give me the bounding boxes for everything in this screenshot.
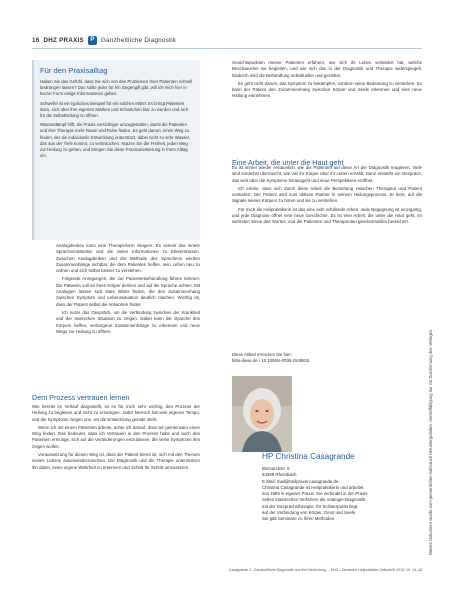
subheading-prozess: Dem Prozess vertrauen lernen	[32, 393, 130, 402]
note-line: Diese Artikel erreichen Sie hier:	[232, 352, 292, 357]
header-divider	[32, 48, 422, 49]
body-paragraph: Es ist immer wieder erstaunlich, wie die Patienten auf diese Art der Diagnostik reagieren. Viele sind zunächst überrascht, wie viel ihr Körper über ihr Leben erzählt. Dann entsteht ein Gespräch, das weit über die Symptome hinausgeht und neue Perspektiven eröffnet.	[232, 165, 422, 183]
praxisalltag-box	[32, 60, 200, 240]
right-column-text	[232, 60, 422, 102]
author-line: auf der Verbindung von Körper, Geist und Seele.	[262, 510, 357, 516]
section-name: DHZ PRAXIS	[43, 36, 84, 44]
note-doi-link[interactable]: bitte-diese.de / 10.1055/s-0035-1549815	[232, 358, 310, 364]
box-paragraph: Haben Sie das Gefühl, dass Sie sich von den Problemen Ihrer Patienten schnell bedrängen lassen? Das sollte jeder für ein Gegengift gibt, will ich mich hier in kurzer Form einige Informationen geben:	[40, 79, 193, 97]
body-paragraph: Ich erlebe, dass sich durch diese Arbeit die Beziehung zwischen Therapeut und Patient verändert. Der Patient wird zum aktiven Partner in seinem Heilungsprozess. Er lernt, auf die Signale seines Körpers zu hören und sie zu verstehen.	[232, 185, 422, 204]
body-paragraph: Voraussetzung für diesen Weg ist, dass der Patient bereit ist, sich mit den Themen seines Lebens auseinanderzusetzen. Die Diagnostik und die Therapie unterstützen ihn dabei, seine eigene Wahrheit zu erkennen und Schritt für Schritt umzusetzen.	[32, 452, 200, 470]
page-number: 16	[32, 36, 40, 44]
author-photo	[232, 376, 292, 452]
box-paragraph: Schwefel ist ein typisches Beispiel für ein solches Mittel: Es bringt Patienten dazu, sich über ihre eigenen Stärken und Schwächen klar zu werden und sich für die Selbstheilung zu öffnen.	[40, 100, 189, 119]
author-line: neben klassischen Verfahren die Analogie-Diagnostik	[262, 497, 366, 503]
left-column-text-2	[32, 404, 200, 473]
author-email-link[interactable]: E-Mail: mail@heilpraxis-casagrande.de	[262, 478, 339, 484]
author-name: HP Christina Casagrande	[262, 452, 355, 461]
author-line: Bismarckstr. 6	[262, 466, 290, 471]
body-paragraph: Analogdenken kann eine Therapieform steigern. Es vereint das innere Sprachverständnis und die vielen Informationen zu Erkenntnissen. Zwischen Analogdenken und der Methode des Sprechens werden Zusammenhänge sichtbar, die dem Patienten helfen, sein Leben neu zu ordnen und sich selbst besser zu verstehen.	[56, 243, 200, 274]
citation-footer: Casagrande C. Ganzheitliche Diagnostik und ihre Bedeutung ... DHZ – Deutsche Heilpraktiker-Zeitschrift 2015; 10: 14–16	[228, 568, 422, 572]
body-paragraph: Es geht nicht darum, das Symptom zu bekämpfen, sondern seine Bedeutung zu verstehen. So kann der Patient den Zusammenhang zwischen Körper und Seele erkennen und eine neue Haltung einnehmen.	[232, 80, 422, 99]
right-column-text-2	[232, 165, 422, 228]
author-line: 53359 Rheinbach	[262, 472, 297, 478]
online-note	[232, 352, 422, 364]
subheading-arbeit: Eine Arbeit, die unter die Haut geht	[232, 158, 344, 167]
download-notice: Dieses Dokument wurde zum persönlichen Gebrauch heruntergeladen. Vervielfältigung nur mit Zustimmung des Verlages.	[428, 328, 433, 555]
body-paragraph: Für mich als Heilpraktikerin ist das eine sehr erfüllende Arbeit. Jede Begegnung ist einzigartig, und jede Diagnose öffnet eine neue Geschichte. Es ist eine Arbeit, die unter die Haut geht, im wahrsten Sinne des Wortes, und die Patienten und Therapeuten gleichermaßen bereichert.	[232, 206, 422, 225]
body-paragraph: Wie bereits im Verlauf dargestellt, ist es für mich sehr wichtig, den Prozess der Heilung zu begleiten und nicht zu erzwingen. Jeder Mensch hat sein eigenes Tempo, und die Symptome zeigen uns, wo die Entwicklung gerade steht.	[32, 404, 200, 422]
author-info	[262, 466, 422, 523]
body-paragraph: Wenn ich mit einem Patienten arbeite, achte ich darauf, dass wir gemeinsam einen Weg finden. Das bedeutet, dass ich Vertrauen in den Prozess habe und auch den Patienten ermutige, sich auf die Veränderungen einzulassen, die seine Symptome ihm zeigen wollen.	[32, 424, 200, 449]
author-line: seit 1989 in eigener Praxis. Sie verbindet in der Praxis	[262, 491, 368, 497]
box-title: Für den Praxisalltag	[40, 66, 108, 75]
author-line: Sie gibt Seminare zu ihren Methoden.	[262, 516, 336, 522]
page-header	[32, 33, 432, 47]
box-paragraph: Wasserdämpf hilft, die Praxis vorsichtiger umzugestalten, damit die Patienten und Ihre Therapie mehr Raum und Ruhe finden. Es geht darum, einen Weg zu finden, der die individuelle Entwicklung unterstützt, dabei nicht zu sehr Wasser, das aus der Tiefe kommt, zu verbrauchen. Nutzen Sie die Freiheit, jeden Weg zur Heilung zu gehen, und bringen Sie diese Praxisorientierung in Ihren Alltag ein.	[40, 122, 191, 159]
praxis-logo-icon: P	[88, 36, 97, 45]
left-column-text	[56, 243, 200, 337]
body-paragraph: Gesichtspunkten meiner Patienten erfahren, wie sich ihr Leben verändert hat, welche Beschwerden sie begleiten, und wie sich das in der Diagnostik und Therapie widerspiegelt. Dadurch wird die Behandlung individueller und gezielter.	[232, 60, 422, 78]
section-topic: Ganzheitliche Diagnostik	[100, 36, 177, 44]
author-line: mit der Gesprächstherapie. Ihr Schwerpunkt liegt	[262, 503, 358, 509]
author-line: Christina Casagrande ist Heilpraktikerin und arbeitet	[262, 484, 364, 490]
body-paragraph: Folgende Anregungen, die zur Patientenbehandlung führen können: Die Patientin soll an ihren Körper denken und auf die Sprache achten. Mit Analogien lassen sich klare Bilder finden, die den Zusammenhang zwischen Symptom und Lebenssituation deutlich machen. Wichtig ist, dass der Patient selbst die Antworten findet.	[56, 276, 200, 307]
body-paragraph: Ich nutze das Gespräch, um die Verbindung zwischen der Krankheit und der seelischen Situation zu zeigen. Dabei kann die Sprache des Körpers helfen, verborgene Zusammenhänge zu erkennen und neue Wege zur Heilung zu öffnen.	[56, 309, 200, 334]
